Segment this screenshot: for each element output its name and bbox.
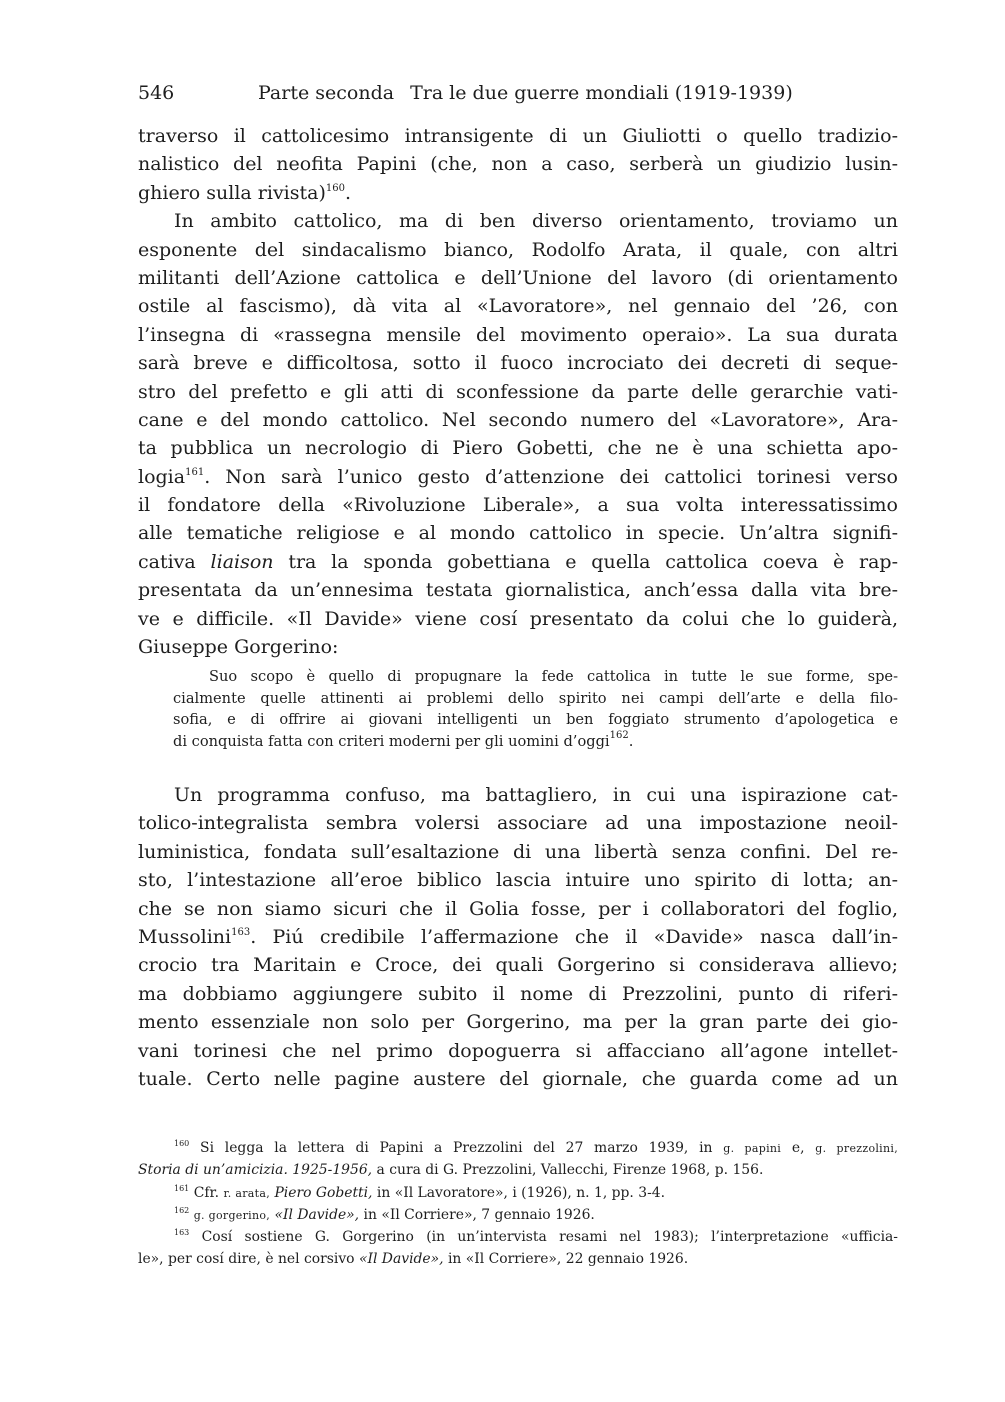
text-line: cativa liaison tra la sponda gobettiana e quella cattolica coeva è rap- — [138, 550, 898, 573]
text-line: crocio tra Maritain e Croce, dei quali Gorgerino si considerava allievo; — [138, 954, 898, 977]
footnote-161: $^{161}$ Cfr. r. arata, Piero Gobetti, in «Il Lavoratore», i (1926), n. 1, pp. 3-4. — [174, 1183, 666, 1201]
text-line: cane e del mondo cattolico. Nel secondo numero del «Lavoratore», Ara- — [138, 408, 898, 431]
text-line: luministica, fondata sull’esaltazione di una libertà senza confini. Del re- — [138, 840, 898, 863]
text-line: l’insegna di «rassegna mensile del movimento operaio». La sua durata — [138, 323, 898, 346]
footnotes — [138, 1137, 898, 1271]
quote-line: di conquista fatta con criteri moderni per gli uomini d’oggi$^{162}$. — [173, 730, 634, 751]
text-line: In ambito cattolico, ma di ben diverso orientamento, troviamo un — [174, 210, 898, 233]
text-line: traverso il cattolicesimo intransigente di un Giuliotti o quello tradizio- — [138, 125, 898, 147]
text-line: presentata da un’ennesima testata giornalistica, anch’essa dalla vita bre- — [138, 579, 898, 602]
book-page — [138, 0, 898, 1402]
footnote-160-cont: Storia di un’amicizia. 1925-1956, a cura di G. Prezzolini, Vallecchi, Firenze 1968, p. 156. — [138, 1162, 764, 1179]
text-line: vani torinesi che nel primo dopoguerra si affacciano all’agone intellet- — [138, 1039, 898, 1062]
text-line: Giuseppe Gorgerino: — [138, 636, 339, 659]
text-line: esponente del sindacalismo bianco, Rodolfo Arata, il quale, con altri — [138, 238, 898, 261]
footnote-162: $^{162}$ g. gorgerino, «Il Davide», in «Il Corriere», 7 gennaio 1926. — [174, 1205, 595, 1223]
running-title — [258, 82, 793, 104]
text-line: militanti dell’Azione cattolica e dell’Unione del lavoro (di orientamento — [138, 266, 898, 289]
text-line: logia$^{161}$. Non sarà l’unico gesto d’attenzione dei cattolici torinesi verso — [138, 465, 898, 488]
text-line: ghiero sulla rivista)$^{160}$. — [138, 181, 352, 204]
footnote-ref-161[interactable]: 161 — [185, 466, 205, 478]
italic-term: liaison — [210, 550, 274, 573]
footnote-ref-162[interactable]: 162 — [609, 730, 629, 742]
text-line: nalistico del neofita Papini (che, non a caso, serberà un giudizio lusin- — [138, 153, 898, 176]
footnote-163-cont: le», per cosí dire, è nel corsivo «Il Davide», in «Il Corriere», 22 gennaio 1926. — [138, 1251, 689, 1268]
text-line: sto, l’intestazione all’eroe biblico lascia intuire uno spirito di lotta; an- — [138, 869, 898, 892]
quote-line: cialmente quelle attinenti ai problemi dello spirito nei campi dell’arte e della filo- — [173, 689, 898, 707]
text-line: ve e difficile. «Il Davide» viene cosí presentato da colui che lo guiderà, — [138, 607, 898, 630]
main-text-bottom — [138, 781, 898, 1093]
main-text-top — [138, 122, 898, 661]
text-line: Un programma confuso, ma battagliero, in cui una ispirazione cat- — [174, 784, 898, 806]
footnote-ref-163[interactable]: 163 — [231, 926, 251, 938]
text-line: alle tematiche religiose e al mondo cattolico in specie. Un’altra signifi- — [138, 522, 898, 545]
page-number: 546 — [138, 82, 175, 104]
block-quote — [173, 666, 898, 753]
text-line: sarà breve e difficoltosa, sotto il fuoco incrociato dei decreti di seque- — [138, 352, 898, 375]
text-line: che se non siamo sicuri che il Golia fosse, per i collaboratori del foglio, — [138, 897, 898, 920]
running-header — [138, 82, 898, 104]
text-line: ma dobbiamo aggiungere subito il nome di Prezzolini, punto di riferi- — [138, 982, 898, 1005]
text-line: Mussolini$^{163}$. Piú credibile l’affermazione che il «Davide» nasca dall’in- — [138, 925, 898, 948]
text-line: il fondatore della «Rivoluzione Liberale», a sua volta interessatissimo — [138, 494, 898, 517]
text-line: tolico-integralista sembra volersi associare ad una impostazione neoil- — [138, 812, 898, 835]
text-line: tuale. Certo nelle pagine austere del giornale, che guarda come ad un — [138, 1067, 898, 1090]
text-line: ta pubblica un necrologio di Piero Gobetti, che ne è una schietta apo- — [138, 437, 898, 460]
text-line: mento essenziale non solo per Gorgerino, ma per la gran parte dei gio- — [138, 1011, 898, 1034]
section-title: Tra le due guerre mondiali (1919-1939) — [410, 82, 793, 104]
footnote-160: $^{160}$ Si legga la lettera di Papini a Prezzolini del 27 marzo 1939, in g. papini e, g. prezzolini, — [174, 1139, 898, 1156]
footnote-ref-160[interactable]: 160 — [325, 182, 345, 194]
part-title: Parte seconda — [258, 82, 395, 104]
quote-line: sofia, e di offrire ai giovani intelligenti un ben foggiato strumento d’apologetica e — [173, 711, 898, 729]
text-line: ostile al fascismo), dà vita al «Lavoratore», nel gennaio del ’26, con — [138, 295, 898, 318]
footnote-163: $^{163}$ Cosí sostiene G. Gorgerino (in un’intervista resami nel 1983); l’interpretazione «ufficia- — [174, 1228, 898, 1246]
quote-line: Suo scopo è quello di propugnare la fede cattolica in tutte le sue forme, spe- — [209, 668, 898, 685]
text-line: stro del prefetto e gli atti di sconfessione da parte delle gerarchie vati- — [138, 380, 898, 403]
